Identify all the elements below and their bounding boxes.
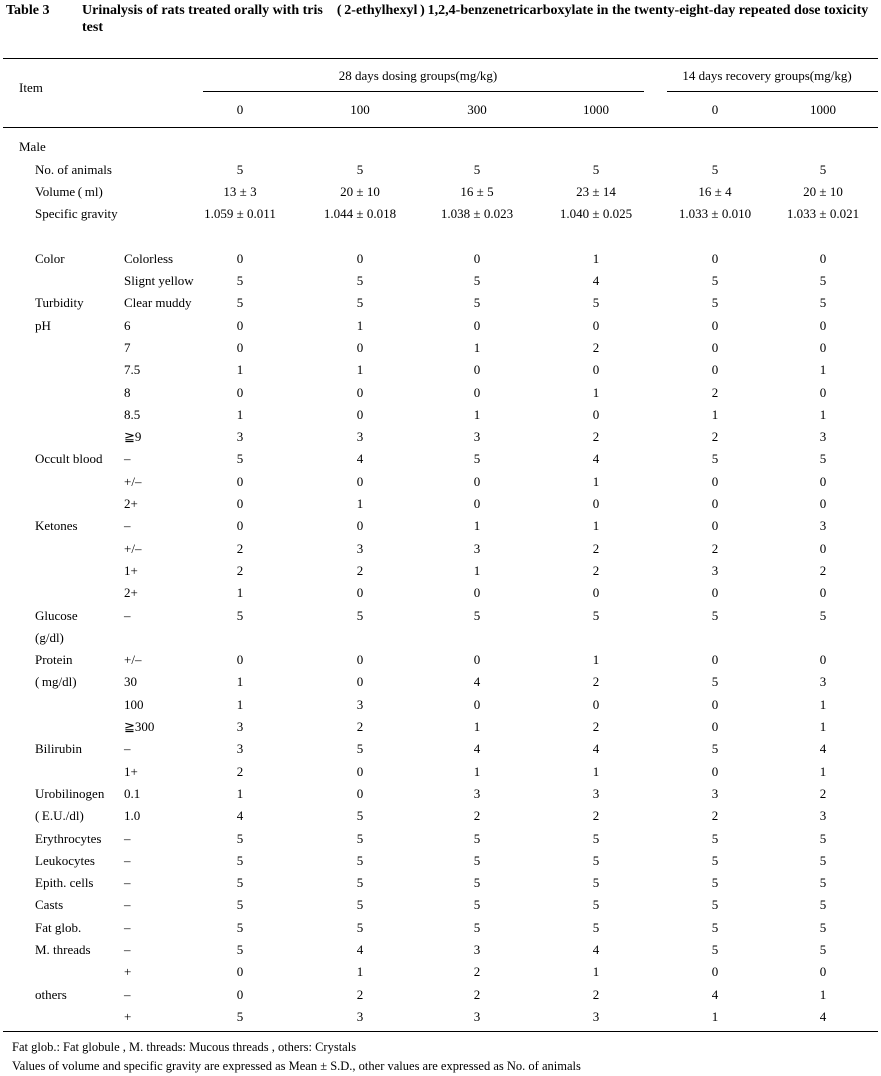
- row-value-cell: 5: [356, 295, 364, 311]
- bottom-rule: [3, 1031, 878, 1032]
- row-value-cell: 4: [592, 942, 600, 957]
- row-item-label: Bilirubin: [35, 741, 82, 757]
- row-value-cell: 1: [473, 562, 481, 578]
- row-value-cell: 1: [473, 339, 481, 355]
- row-value-cell: 1: [473, 719, 481, 734]
- dosing-group-header: 28 days dosing groups(mg/kg): [338, 68, 498, 83]
- row-value-cell: 5: [819, 273, 827, 288]
- row-value-cell: 0: [711, 763, 719, 779]
- row-value-cell: 5: [819, 451, 827, 467]
- row-value-cell: 0: [711, 585, 719, 601]
- recovery-group-header: 14 days recovery groups(mg/kg): [682, 68, 852, 83]
- row-sub-label: –: [124, 986, 131, 1002]
- row-value-cell: 20 ± 10: [803, 183, 843, 199]
- row-value-cell: 0: [819, 540, 827, 556]
- dose-header-5: 1000: [810, 102, 836, 117]
- row-value-cell: 4: [473, 674, 481, 690]
- row-value-cell: 5: [819, 875, 827, 891]
- row-value-cell: 0: [236, 496, 244, 511]
- row-value-cell: 0: [819, 317, 827, 333]
- row-value-cell: 5: [236, 161, 244, 177]
- row-value-cell: 5: [473, 875, 481, 891]
- row-value-cell: 13 ± 3: [223, 183, 257, 199]
- row-value-cell: 5: [711, 607, 719, 623]
- row-sub-label: +/–: [124, 473, 142, 489]
- row-value-cell: 5: [592, 875, 600, 891]
- row-value-cell: 1.059 ± 0.011: [204, 206, 276, 222]
- row-value-cell: 0: [236, 964, 244, 980]
- row-value-cell: 2: [592, 429, 600, 445]
- row-value-cell: 2: [356, 986, 364, 1002]
- row-value-cell: 5: [711, 830, 719, 846]
- row-value-cell: 0: [592, 696, 600, 712]
- row-value-cell: 4: [592, 741, 600, 757]
- row-value-cell: 2: [711, 808, 719, 824]
- row-value-cell: 0: [711, 473, 719, 489]
- row-sub-label: –: [124, 942, 131, 957]
- row-sub-label: Clear muddy: [124, 295, 192, 311]
- row-sub-label: ≧300: [124, 719, 155, 734]
- row-value-cell: 2: [711, 540, 719, 556]
- row-value-cell: 0: [356, 518, 364, 534]
- row-item-label: Ketones: [35, 518, 78, 534]
- row-value-cell: 0: [819, 384, 827, 400]
- row-value-cell: 4: [473, 741, 481, 757]
- row-value-cell: 4: [592, 451, 600, 467]
- row-value-cell: 0: [473, 362, 481, 378]
- row-value-cell: 1.044 ± 0.018: [323, 206, 397, 222]
- row-value-cell: 0: [356, 763, 364, 779]
- row-value-cell: 2: [236, 562, 244, 578]
- row-value-cell: 0: [711, 964, 719, 980]
- dose-header-4: 0: [711, 102, 719, 117]
- row-value-cell: 5: [711, 897, 719, 913]
- top-rule: [3, 58, 878, 59]
- dosing-group-underline: [203, 91, 644, 92]
- footnote-abbreviations: Fat glob.: Fat globule , M. threads: Mucous threads , others: Crystals: [12, 1040, 357, 1054]
- row-value-cell: 1: [236, 785, 244, 801]
- row-value-cell: 5: [711, 875, 719, 891]
- row-value-cell: 1: [819, 406, 827, 422]
- row-value-cell: 5: [711, 273, 719, 288]
- row-value-cell: 4: [356, 451, 364, 467]
- row-value-cell: 1: [592, 473, 600, 489]
- row-value-cell: 2: [711, 429, 719, 445]
- row-value-cell: 5: [592, 161, 600, 177]
- row-value-cell: 3: [356, 696, 364, 712]
- row-value-cell: 2: [819, 562, 827, 578]
- footnote-values: Values of volume and specific gravity are expressed as Mean ± S.D., other values are expressed as No. of animals: [12, 1059, 581, 1073]
- row-value-cell: 5: [356, 830, 364, 846]
- row-value-cell: 0: [819, 652, 827, 668]
- row-value-cell: 5: [711, 161, 719, 177]
- row-value-cell: 3: [356, 540, 364, 556]
- row-value-cell: 16 ± 5: [460, 183, 494, 199]
- row-sub-label: 6: [124, 317, 131, 333]
- row-value-cell: 0: [711, 317, 719, 333]
- row-value-cell: 3: [356, 429, 364, 445]
- row-value-cell: 20 ± 10: [340, 183, 380, 199]
- row-value-cell: 5: [356, 607, 364, 623]
- row-value-cell: 5: [592, 919, 600, 935]
- row-value-cell: 5: [356, 897, 364, 913]
- row-value-cell: 3: [356, 1008, 364, 1024]
- row-value-cell: 23 ± 14: [576, 183, 616, 199]
- row-value-cell: 1: [711, 1008, 719, 1024]
- row-value-cell: 5: [473, 919, 481, 935]
- row-value-cell: 0: [473, 585, 481, 601]
- row-sub-label: 7: [124, 339, 131, 355]
- row-value-cell: 0: [236, 986, 244, 1002]
- row-value-cell: 3: [236, 741, 244, 757]
- row-value-cell: 0: [711, 652, 719, 668]
- row-value-cell: 5: [711, 674, 719, 690]
- dose-header-3: 1000: [583, 102, 609, 117]
- row-value-cell: 1: [711, 406, 719, 422]
- row-item-label: Casts: [35, 897, 64, 913]
- row-value-cell: 0: [356, 406, 364, 422]
- row-value-cell: 0: [592, 585, 600, 601]
- row-item-label: Color: [35, 250, 65, 266]
- row-value-cell: 1: [473, 406, 481, 422]
- row-value-cell: 5: [236, 451, 244, 467]
- row-value-cell: 3: [819, 808, 827, 824]
- row-value-cell: 1: [819, 362, 827, 378]
- row-value-cell: 5: [236, 919, 244, 935]
- row-item-label: Turbidity: [35, 295, 84, 311]
- row-item-label: Protein: [35, 652, 73, 668]
- row-value-cell: 0: [356, 250, 364, 266]
- row-value-cell: 4: [711, 986, 719, 1002]
- row-item-label: Epith. cells: [35, 875, 94, 891]
- table-title: Urinalysis of rats treated orally with tris ( 2-ethylhexyl ) 1,2,4-benzenetricarboxylate in the twenty-eight-day repeated dose toxicity test: [82, 3, 869, 35]
- row-item-label: Occult blood: [35, 451, 103, 467]
- row-sub-label: –: [124, 451, 131, 467]
- row-value-cell: 2: [592, 674, 600, 690]
- row-value-cell: 5: [819, 919, 827, 935]
- dose-header-0: 0: [236, 102, 244, 117]
- row-sub-label: –: [124, 741, 131, 757]
- row-value-cell: 5: [592, 607, 600, 623]
- row-value-cell: 1: [473, 763, 481, 779]
- row-value-cell: 2: [356, 719, 364, 734]
- row-value-cell: 0: [711, 339, 719, 355]
- row-value-cell: 0: [236, 339, 244, 355]
- row-value-cell: 1: [236, 362, 244, 378]
- row-value-cell: 2: [592, 986, 600, 1002]
- row-sub-label: Slignt yellow: [124, 273, 194, 288]
- row-value-cell: 5: [356, 161, 364, 177]
- row-item-label: pH: [35, 317, 51, 333]
- row-item-label: Urobilinogen: [35, 785, 105, 801]
- row-value-cell: 0: [711, 696, 719, 712]
- row-sub-label: 2+: [124, 496, 138, 511]
- row-value-cell: 2: [592, 719, 600, 734]
- row-value-cell: 1: [819, 719, 827, 734]
- row-value-cell: 5: [819, 830, 827, 846]
- row-value-cell: 5: [236, 852, 244, 868]
- row-item-label: ( mg/dl): [35, 674, 77, 690]
- row-value-cell: 0: [356, 585, 364, 601]
- row-item-label: Specific gravity: [35, 206, 118, 222]
- row-value-cell: 2: [473, 808, 481, 824]
- row-value-cell: 5: [356, 875, 364, 891]
- row-value-cell: 0: [819, 339, 827, 355]
- row-value-cell: 3: [473, 942, 481, 957]
- row-value-cell: 1: [592, 652, 600, 668]
- row-value-cell: 5: [473, 295, 481, 311]
- row-value-cell: 2: [236, 540, 244, 556]
- row-sub-label: –: [124, 607, 131, 623]
- row-sub-label: Colorless: [124, 250, 174, 266]
- row-item-label: Glucose: [35, 607, 78, 623]
- row-value-cell: 1: [356, 362, 364, 378]
- row-value-cell: 5: [819, 897, 827, 913]
- row-value-cell: 0: [819, 585, 827, 601]
- row-sub-label: –: [124, 875, 131, 891]
- row-item-label: No. of animals: [35, 161, 112, 177]
- row-value-cell: 1: [592, 763, 600, 779]
- item-header: Item: [19, 80, 43, 95]
- row-value-cell: 4: [819, 741, 827, 757]
- row-sub-label: 8: [124, 384, 131, 400]
- row-value-cell: 5: [819, 852, 827, 868]
- row-value-cell: 1: [819, 986, 827, 1002]
- row-value-cell: 1: [236, 585, 244, 601]
- row-value-cell: 5: [473, 830, 481, 846]
- row-value-cell: 5: [592, 830, 600, 846]
- row-item-label: ( E.U./dl): [35, 808, 84, 824]
- row-value-cell: 5: [356, 852, 364, 868]
- row-value-cell: 5: [473, 607, 481, 623]
- row-value-cell: 1.033 ± 0.010: [678, 206, 752, 222]
- row-value-cell: 1: [236, 406, 244, 422]
- row-value-cell: 5: [711, 295, 719, 311]
- row-value-cell: 1: [356, 317, 364, 333]
- row-value-cell: 1: [592, 384, 600, 400]
- row-value-cell: 5: [356, 741, 364, 757]
- row-sub-label: 1.0: [124, 808, 141, 824]
- row-sub-label: 2+: [124, 585, 138, 601]
- row-value-cell: 0: [819, 964, 827, 980]
- row-sub-label: –: [124, 919, 131, 935]
- row-value-cell: 2: [592, 562, 600, 578]
- row-value-cell: 1: [592, 964, 600, 980]
- row-value-cell: 1: [592, 250, 600, 266]
- row-value-cell: 2: [592, 808, 600, 824]
- row-value-cell: 0: [236, 384, 244, 400]
- row-value-cell: 5: [592, 295, 600, 311]
- row-value-cell: 3: [592, 1008, 600, 1024]
- row-value-cell: 0: [592, 317, 600, 333]
- row-value-cell: 2: [711, 384, 719, 400]
- row-sub-label: 1+: [124, 763, 138, 779]
- row-value-cell: 3: [711, 785, 719, 801]
- row-value-cell: 3: [819, 674, 827, 690]
- recovery-group-underline: [667, 91, 878, 92]
- row-item-label: Fat glob.: [35, 919, 82, 935]
- row-value-cell: 5: [592, 852, 600, 868]
- row-sub-label: 0.1: [124, 785, 141, 801]
- row-value-cell: 0: [711, 719, 719, 734]
- row-value-cell: 0: [473, 317, 481, 333]
- row-value-cell: 3: [819, 429, 827, 445]
- row-value-cell: 0: [592, 406, 600, 422]
- row-value-cell: 1: [356, 964, 364, 980]
- row-value-cell: 1.040 ± 0.025: [559, 206, 633, 222]
- row-value-cell: 0: [711, 518, 719, 534]
- row-sub-label: +: [124, 1008, 132, 1024]
- row-value-cell: 3: [473, 429, 481, 445]
- row-value-cell: 3: [711, 562, 719, 578]
- row-value-cell: 0: [819, 250, 827, 266]
- dose-header-1: 100: [350, 102, 370, 117]
- row-value-cell: 1: [236, 696, 244, 712]
- row-value-cell: 0: [473, 696, 481, 712]
- row-value-cell: 0: [711, 250, 719, 266]
- row-value-cell: 2: [236, 763, 244, 779]
- row-value-cell: 5: [356, 273, 364, 288]
- row-sub-label: 100: [124, 696, 144, 712]
- row-sub-label: +/–: [124, 540, 142, 556]
- row-sub-label: 1+: [124, 562, 138, 578]
- row-value-cell: 5: [236, 273, 244, 288]
- row-value-cell: 2: [819, 785, 827, 801]
- row-value-cell: 0: [473, 652, 481, 668]
- row-value-cell: 1: [819, 696, 827, 712]
- row-value-cell: 2: [356, 562, 364, 578]
- row-value-cell: 5: [711, 451, 719, 467]
- row-value-cell: 5: [819, 161, 827, 177]
- row-value-cell: 5: [473, 451, 481, 467]
- row-value-cell: 2: [473, 964, 481, 980]
- row-value-cell: 0: [819, 496, 827, 511]
- row-value-cell: 3: [236, 429, 244, 445]
- row-value-cell: 5: [236, 830, 244, 846]
- row-value-cell: 1: [592, 518, 600, 534]
- row-value-cell: 0: [356, 652, 364, 668]
- row-value-cell: 2: [592, 339, 600, 355]
- row-value-cell: 0: [473, 473, 481, 489]
- row-value-cell: 16 ± 4: [698, 183, 732, 199]
- row-value-cell: 3: [236, 719, 244, 734]
- row-value-cell: 0: [592, 496, 600, 511]
- row-value-cell: 3: [473, 1008, 481, 1024]
- row-value-cell: 5: [236, 942, 244, 957]
- row-sub-label: –: [124, 852, 131, 868]
- row-value-cell: 0: [236, 317, 244, 333]
- row-value-cell: 5: [236, 1008, 244, 1024]
- row-value-cell: 5: [819, 295, 827, 311]
- row-sub-label: –: [124, 518, 131, 534]
- row-sub-label: 30: [124, 674, 137, 690]
- row-value-cell: 0: [356, 339, 364, 355]
- row-value-cell: 0: [236, 652, 244, 668]
- row-value-cell: 0: [473, 384, 481, 400]
- row-value-cell: 5: [473, 852, 481, 868]
- row-sub-label: ≧9: [124, 429, 142, 445]
- row-value-cell: 3: [473, 540, 481, 556]
- row-value-cell: 0: [236, 250, 244, 266]
- row-value-cell: 0: [473, 496, 481, 511]
- row-value-cell: 5: [356, 919, 364, 935]
- row-value-cell: 4: [592, 273, 600, 288]
- row-value-cell: 5: [711, 741, 719, 757]
- row-value-cell: 5: [819, 942, 827, 957]
- row-value-cell: 4: [356, 942, 364, 957]
- row-value-cell: 5: [473, 273, 481, 288]
- row-value-cell: 0: [473, 250, 481, 266]
- row-value-cell: 5: [236, 607, 244, 623]
- row-sub-label: –: [124, 830, 131, 846]
- row-value-cell: 5: [236, 295, 244, 311]
- row-value-cell: 1.033 ± 0.021: [786, 206, 860, 222]
- table-number: Table 3: [6, 3, 50, 18]
- row-value-cell: 1: [236, 674, 244, 690]
- row-value-cell: 0: [356, 674, 364, 690]
- row-item-label: others: [35, 986, 67, 1002]
- row-item-label: Volume ( ml): [35, 183, 103, 199]
- row-value-cell: 4: [236, 808, 244, 824]
- row-sub-label: –: [124, 897, 131, 913]
- row-value-cell: 5: [236, 875, 244, 891]
- row-value-cell: 1: [473, 518, 481, 534]
- row-value-cell: 5: [711, 942, 719, 957]
- row-sub-label: +: [124, 964, 132, 980]
- row-value-cell: 0: [236, 473, 244, 489]
- row-value-cell: 5: [473, 161, 481, 177]
- row-sub-label: +/–: [124, 652, 142, 668]
- dose-header-2: 300: [467, 102, 487, 117]
- row-value-cell: 1: [356, 496, 364, 511]
- row-value-cell: 0: [711, 496, 719, 511]
- section-label-male: Male: [19, 139, 46, 154]
- row-value-cell: 1.038 ± 0.023: [440, 206, 514, 222]
- row-item-label: (g/dl): [35, 629, 64, 645]
- row-sub-label: 8.5: [124, 406, 141, 422]
- row-sub-label: 7.5: [124, 362, 141, 378]
- row-value-cell: 2: [473, 986, 481, 1002]
- row-item-label: M. threads: [35, 942, 91, 957]
- row-value-cell: 5: [711, 919, 719, 935]
- row-value-cell: 0: [592, 362, 600, 378]
- row-value-cell: 5: [819, 607, 827, 623]
- row-value-cell: 0: [356, 785, 364, 801]
- row-value-cell: 0: [356, 473, 364, 489]
- row-value-cell: 0: [356, 384, 364, 400]
- row-value-cell: 0: [236, 518, 244, 534]
- header-rule: [3, 127, 878, 128]
- row-item-label: Leukocytes: [35, 852, 95, 868]
- row-value-cell: 5: [711, 852, 719, 868]
- row-value-cell: 5: [356, 808, 364, 824]
- row-value-cell: 0: [711, 362, 719, 378]
- row-value-cell: 5: [592, 897, 600, 913]
- row-value-cell: 5: [473, 897, 481, 913]
- row-item-label: Erythrocytes: [35, 830, 102, 846]
- row-value-cell: 0: [819, 473, 827, 489]
- row-value-cell: 3: [592, 785, 600, 801]
- row-value-cell: 5: [236, 897, 244, 913]
- row-value-cell: 4: [819, 1008, 827, 1024]
- row-value-cell: 3: [473, 785, 481, 801]
- row-value-cell: 2: [592, 540, 600, 556]
- row-value-cell: 1: [819, 763, 827, 779]
- row-value-cell: 3: [819, 518, 827, 534]
